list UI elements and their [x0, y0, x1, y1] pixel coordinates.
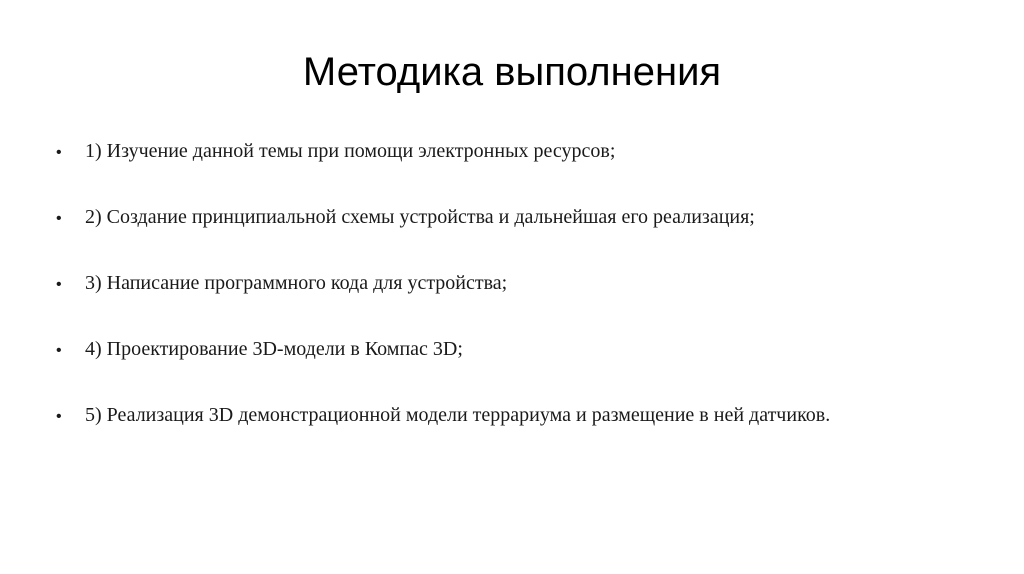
list-item: [56, 398, 1006, 464]
bullet-icon: •: [56, 408, 62, 425]
list-item-text: 2) Создание принципиальной схемы устройства и дальнейшая его реализация;: [85, 206, 755, 228]
list-item: [56, 200, 1006, 266]
list-item-text: 1) Изучение данной темы при помощи электронных ресурсов;: [85, 140, 616, 162]
bullet-icon: •: [56, 276, 62, 293]
bullet-icon: •: [56, 144, 62, 161]
list-item-text: 3) Написание программного кода для устройства;: [85, 272, 508, 294]
list-item: [56, 266, 1006, 332]
list-item: [56, 134, 1006, 200]
slide-title: Методика выполнения: [302, 50, 722, 94]
list-item-text: 5) Реализация 3D демонстрационной модели террариума и размещение в ней датчиков.: [85, 404, 831, 426]
list-item: [56, 332, 1006, 398]
bullet-list: [56, 134, 1006, 464]
bullet-icon: •: [56, 210, 62, 227]
bullet-icon: •: [56, 342, 62, 359]
list-item-text: 4) Проектирование 3D-модели в Компас 3D;: [85, 338, 463, 360]
